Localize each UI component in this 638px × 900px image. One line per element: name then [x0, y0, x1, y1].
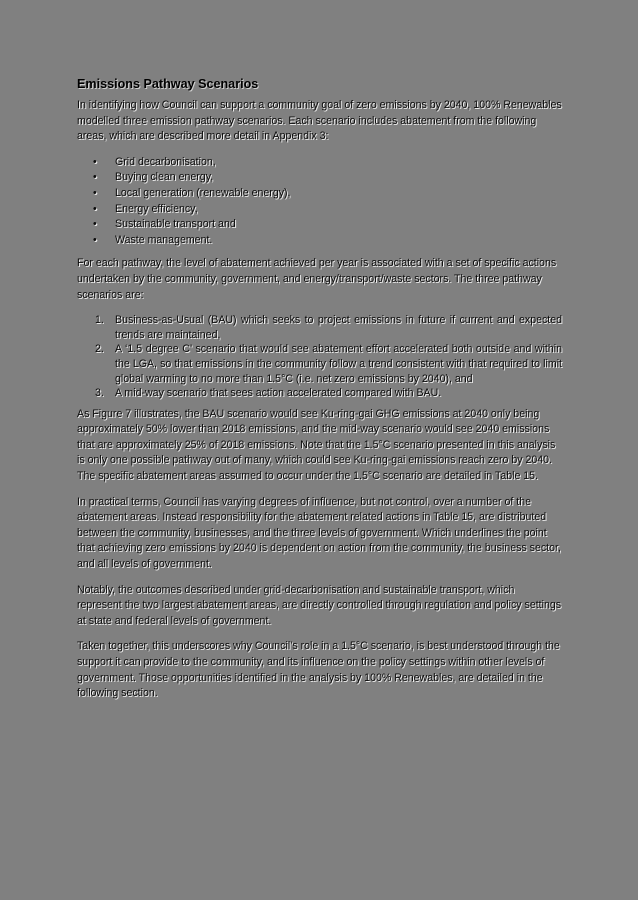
list-item: • Sustainable transport and [115, 217, 562, 233]
scenario-number: 2. [95, 343, 104, 356]
body-paragraph: As Figure 7 illustrates, the BAU scenario would see Ku-ring-gai GHG emissions at 2040 only being approximately 50% lower than 2018 emissions, and the mid-way scenario would see 2040 emissions that are approximately 25% of 2018 emissions. Note that the 1.5°C scenario presented in this analysis is only one possible pathway out of many, which could see Ku-ring-gai emissions reach zero by 2040. The specific abatement areas assumed to occur under the 1.5°C scenario are detailed in Table 15. [77, 407, 556, 483]
scenario-item [95, 386, 562, 401]
section-heading: Emissions Pathway Scenarios [77, 77, 259, 91]
body-paragraph: In practical terms, Council has varying degrees of influence, but not control, over a number of the abatement areas. Instead responsibility for the abatement related actions in Table 15, are distributed between the community, businesses, and the three levels of government. Which underlines the point that achieving zero emissions by 2040 is dependent on action from the community, the business sector, and all levels of government. [77, 495, 561, 571]
body-paragraph: Taken together, this underscores why Council’s role in a 1.5°C scenario, is best understood through the support it can provide to the community, and its influence on the policy settings within other levels of government. Those opportunities identified in the analysis by 100% Renewables, are detailed in the following section. [77, 640, 560, 700]
scenarios-list [77, 313, 562, 401]
list-item: • Buying clean energy, [115, 170, 562, 186]
scenario-number: 1. [95, 314, 104, 327]
list-item: • Local generation (renewable energy), [115, 186, 562, 202]
scenario-text: A ‘1.5 degree C’ scenario that would see abatement effort accelerated both outside and within the LGA, so that emissions in the community follow a trend consistent with that required to limit global warming to no more than 1.5°C (i.e. net zero emissions by 2040), and [115, 343, 562, 385]
intro-paragraph: In identifying how Council can support a community goal of zero emissions by 2040, 100% Renewables modelled three emission pathway scenarios. Each scenario includes abatement from the following areas, which are described more detail in Appendix 3: [77, 99, 562, 143]
list-item: • Energy efficiency, [115, 202, 562, 218]
document-page [77, 76, 562, 712]
list-item: • Waste management. [115, 233, 562, 249]
scenario-text: Business-as-Usual (BAU) which seeks to project emissions in future if current and expected trends are maintained, [115, 314, 562, 341]
scenario-item [95, 313, 562, 342]
scenario-text: A mid-way scenario that sees action accelerated compared with BAU. [115, 387, 442, 400]
abatement-areas-list [77, 155, 562, 249]
body-paragraph: Notably, the outcomes described under grid-decarbonisation and sustainable transport, which represent the two largest abatement areas, are directly controlled through regulation and policy settings at state and federal levels of government. [77, 583, 562, 627]
scenario-item [95, 342, 562, 386]
pathway-intro-paragraph: For each pathway, the level of abatement achieved per year is associated with a set of specific actions undertaken by the community, government, and energy/transport/waste sectors. The three pathway scenarios are: [77, 257, 557, 301]
scenario-number: 3. [95, 387, 104, 400]
list-item: • Grid decarbonisation, [115, 155, 562, 171]
